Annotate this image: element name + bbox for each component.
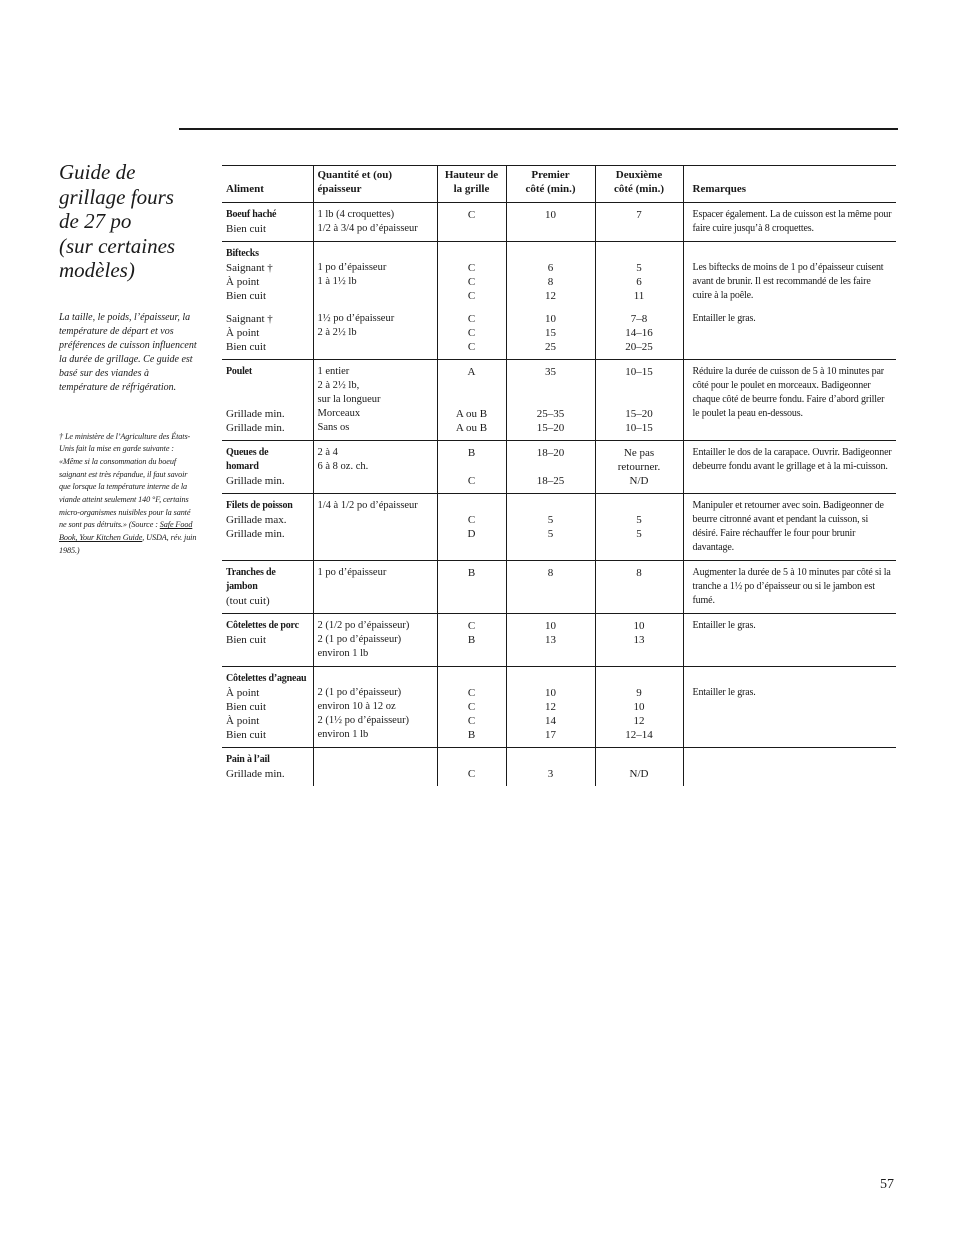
top-rule <box>179 128 898 130</box>
rack-cell: B C <box>437 441 506 494</box>
first-side-cell: 10 <box>506 203 595 242</box>
header-first-side: Premier côté (min.) <box>506 166 595 203</box>
second-side-cell: 9 10 12 12–14 <box>595 667 683 748</box>
header-second-side: Deuxième côté (min.) <box>595 166 683 203</box>
quantity-cell <box>313 748 437 787</box>
first-side-cell: 10 13 <box>506 614 595 667</box>
food-cell: Côtelettes de porc Bien cuit <box>222 614 313 667</box>
remarks-cell: Réduire la durée de cuisson de 5 à 10 minutes par côté pour le poulet en morceaux. Badigeonner chaque côté de beurre fondu. Faire d’abord griller le poulet la peau en-dessous. <box>683 360 896 441</box>
quantity-cell: 1 entier 2 à 2½ lb, sur la longueur Morceaux Sans os <box>313 360 437 441</box>
rack-cell: C C C C C C <box>437 242 506 360</box>
remarks-cell <box>683 748 896 787</box>
table-row <box>222 242 896 360</box>
footnote-text: † Le ministère de l’Agriculture des États-Unis fait la mise en garde suivante : «Même si la consommation du boeuf saignant est très répandue, il faut savoir que lorsque la température interne de la viande atteint seulement 140 °F, certains micro-organismes nuisibles pour la santé ne sont pas détruits.» (Source : <box>59 431 191 530</box>
rack-cell: C <box>437 203 506 242</box>
remarks-cell: Entailler le gras. <box>683 667 896 748</box>
second-side-cell: 10 13 <box>595 614 683 667</box>
footnote-end: , USDA, rév. juin 1985.) <box>59 533 197 555</box>
header-food: Aliment <box>222 166 313 203</box>
food-cell: Poulet Grillade min. Grillade min. <box>222 360 313 441</box>
quantity-cell: 1 po d’épaisseur <box>313 561 437 614</box>
first-side-cell: 3 <box>506 748 595 787</box>
second-side-cell: 7 <box>595 203 683 242</box>
header-remarks: Remarques <box>683 166 896 203</box>
quantity-cell: 2 à 4 6 à 8 oz. ch. <box>313 441 437 494</box>
quantity-cell: 1 lb (4 croquettes) 1/2 à 3/4 po d’épaisseur <box>313 203 437 242</box>
rack-cell: C D <box>437 494 506 561</box>
first-side-cell: 6 8 12 10 15 25 <box>506 242 595 360</box>
page-number: 57 <box>880 1177 894 1192</box>
broil-guide-table <box>222 165 896 786</box>
table-row <box>222 561 896 614</box>
food-cell: Filets de poisson Grillade max. Grillade min. <box>222 494 313 561</box>
quantity-cell: 1 po d’épaisseur 1 à 1½ lb 1½ po d’épaisseur 2 à 2½ lb <box>313 242 437 360</box>
first-side-cell: 5 5 <box>506 494 595 561</box>
rack-cell: C C C B <box>437 667 506 748</box>
table-row <box>222 667 896 748</box>
table-row <box>222 494 896 561</box>
first-side-cell: 8 <box>506 561 595 614</box>
footnote-source: Safe Food Book, Your Kitchen Guide <box>59 520 193 543</box>
table-row <box>222 441 896 494</box>
quantity-cell: 2 (1/2 po d’épaisseur) 2 (1 po d’épaisseur) environ 1 lb <box>313 614 437 667</box>
second-side-cell: 5 6 11 7–8 14–16 20–25 <box>595 242 683 360</box>
table-row <box>222 203 896 242</box>
remarks-cell: Espacer également. La de cuisson est la même pour faire cuire jusqu’à 8 croquettes. <box>683 203 896 242</box>
second-side-cell: N/D <box>595 748 683 787</box>
table-row <box>222 360 896 441</box>
quantity-cell: 1/4 à 1/2 po d’épaisseur <box>313 494 437 561</box>
rack-cell: C B <box>437 614 506 667</box>
quantity-cell: 2 (1 po d’épaisseur) environ 10 à 12 oz 2 (1½ po d’épaisseur) environ 1 lb <box>313 667 437 748</box>
food-cell: Pain à l’ail Grillade min. <box>222 748 313 787</box>
remarks-cell: Entailler le gras. <box>683 614 896 667</box>
second-side-cell: Ne pas retourner. N/D <box>595 441 683 494</box>
food-cell: Tranches de jambon (tout cuit) <box>222 561 313 614</box>
rack-cell: B <box>437 561 506 614</box>
table-row <box>222 748 896 787</box>
guide-intro: La taille, le poids, l’épaisseur, la température de départ et vos préférences de cuisson influencent la durée de grillage. Ce guide est basé sur des viandes à température de réfrigération. <box>59 311 197 393</box>
header-quantity: Quantité et (ou) épaisseur <box>313 166 437 203</box>
second-side-cell: 5 5 <box>595 494 683 561</box>
remarks-cell: Les biftecks de moins de 1 po d’épaisseur cuisent avant de brunir. Il est recommandé de les faire cuire à la poêle. Entailler le gras. <box>683 242 896 360</box>
rack-cell: C <box>437 748 506 787</box>
header-rack: Hauteur de la grille <box>437 166 506 203</box>
second-side-cell: 8 <box>595 561 683 614</box>
remarks-cell: Augmenter la durée de 5 à 10 minutes par côté si la tranche a 1½ po d’épaisseur ou si le jambon est fumé. <box>683 561 896 614</box>
sidebar <box>59 160 197 558</box>
table-header-row <box>222 166 896 203</box>
first-side-cell: 35 25–35 15–20 <box>506 360 595 441</box>
food-cell: Côtelettes d’agneau À point Bien cuit À point Bien cuit <box>222 667 313 748</box>
table-row <box>222 614 896 667</box>
remarks-cell: Manipuler et retourner avec soin. Badigeonner de beurre citronné avant et pendant la cuisson, si désiré. Faire réchauffer le four pour brunir davantage. <box>683 494 896 561</box>
food-cell: Biftecks Saignant † À point Bien cuit Saignant † À point Bien cuit <box>222 242 313 360</box>
guide-title: Guide de grillage fours de 27 po (sur certaines modèles) <box>59 160 176 282</box>
first-side-cell: 18–20 18–25 <box>506 441 595 494</box>
footnote <box>59 431 197 558</box>
rack-cell: A A ou B A ou B <box>437 360 506 441</box>
remarks-cell: Entailler le dos de la carapace. Ouvrir. Badigeonner debeurre fondu avant le grillage et à la mi-cuisson. <box>683 441 896 494</box>
first-side-cell: 10 12 14 17 <box>506 667 595 748</box>
food-cell: Boeuf haché Bien cuit <box>222 203 313 242</box>
second-side-cell: 10–15 15–20 10–15 <box>595 360 683 441</box>
food-cell: Queues de homard Grillade min. <box>222 441 313 494</box>
